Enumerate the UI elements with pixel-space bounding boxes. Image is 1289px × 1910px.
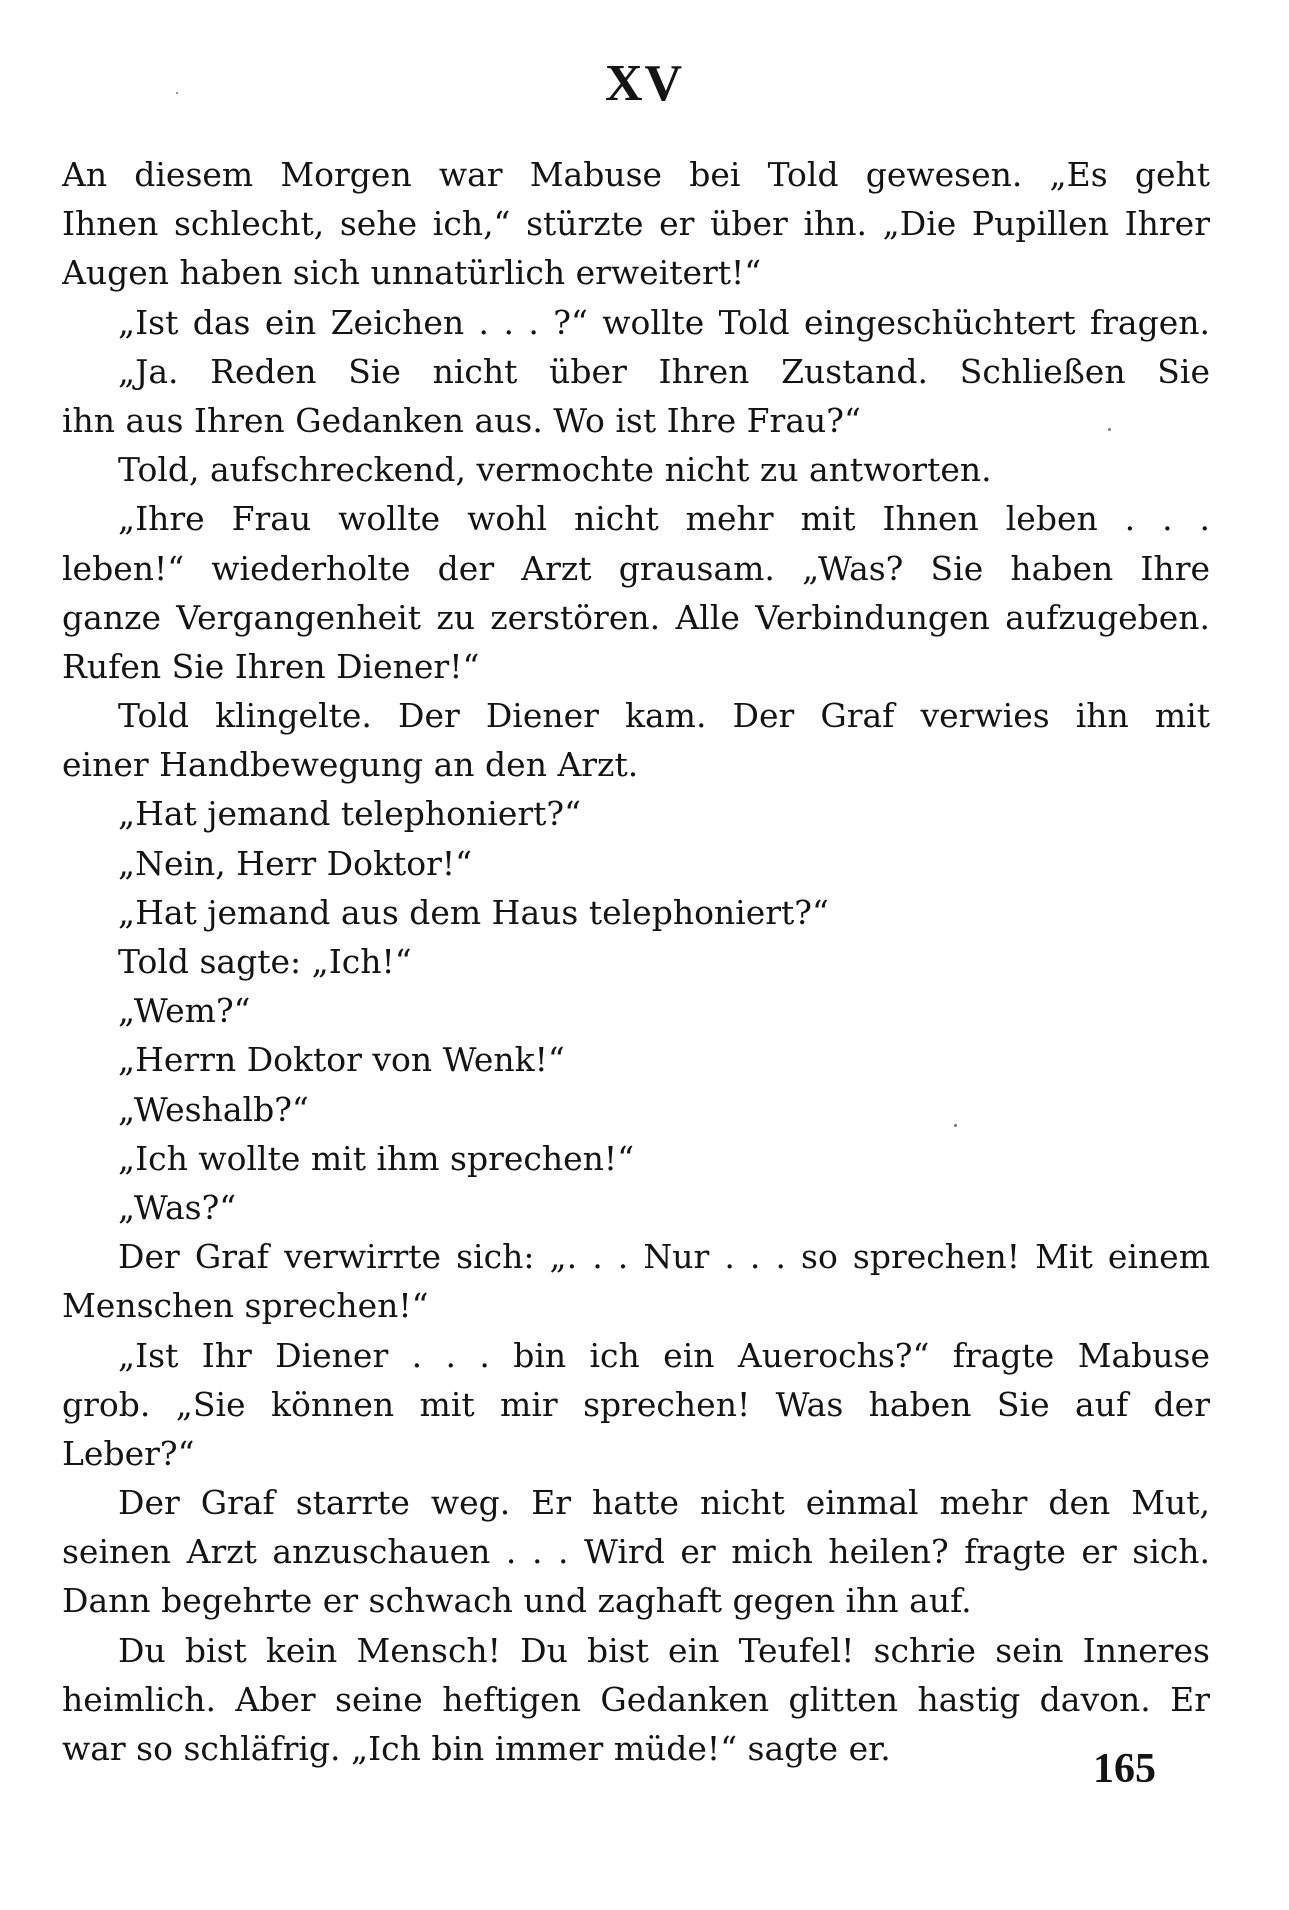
text-line: war so schläfrig. „Ich bin immer müde!“ sagte er. xyxy=(62,1729,891,1768)
paper-speck xyxy=(176,92,178,94)
text-line: Menschen sprechen!“ xyxy=(62,1286,429,1326)
text-line: „Weshalb?“ xyxy=(118,1089,309,1129)
text-line: „Ist Ihr Diener . . . bin ich ein Auerochs?“ fragte Mabuse xyxy=(118,1335,1210,1375)
text-line: Rufen Sie Ihren Diener!“ xyxy=(62,646,480,686)
paper-speck xyxy=(1108,428,1111,431)
text-line: „Was?“ xyxy=(118,1187,237,1227)
text-line: „Ist das ein Zeichen . . . ?“ wollte Told eingeschüchtert fragen. xyxy=(118,302,1210,342)
text-line: ganze Vergangenheit zu zerstören. Alle Verbindungen aufzugeben. xyxy=(62,597,1210,637)
text-line: Told sagte: „Ich!“ xyxy=(118,942,412,981)
text-line: leben!“ wiederholte der Arzt grausam. „Was? Sie haben Ihre xyxy=(62,548,1210,588)
text-line: Augen haben sich unnatürlich erweitert!“ xyxy=(62,253,762,293)
text-line: „Herrn Doktor von Wenk!“ xyxy=(118,1040,565,1080)
text-line: Der Graf starrte weg. Er hatte nicht einmal mehr den Mut, xyxy=(118,1483,1210,1523)
text-line: Leber?“ xyxy=(62,1433,195,1473)
chapter-heading: XV xyxy=(604,55,685,112)
text-line: Told klingelte. Der Diener kam. Der Graf verwies ihn mit xyxy=(118,696,1210,736)
text-line: grob. „Sie können mit mir sprechen! Was haben Sie auf der xyxy=(62,1384,1210,1424)
paper-speck xyxy=(954,1124,957,1127)
text-line: seinen Arzt anzuschauen . . . Wird er mich heilen? fragte er sich. xyxy=(62,1532,1210,1572)
text-line: heimlich. Aber seine heftigen Gedanken glitten hastig davon. Er xyxy=(62,1679,1210,1719)
text-line: Du bist kein Mensch! Du bist ein Teufel! schrie sein Inneres xyxy=(118,1630,1210,1670)
text-line: Dann begehrte er schwach und zaghaft gegen ihn auf. xyxy=(62,1581,972,1621)
text-line: „Hat jemand aus dem Haus telephoniert?“ xyxy=(118,892,829,932)
text-line: „Wem?“ xyxy=(118,991,251,1031)
text-line: Der Graf verwirrte sich: „. . . Nur . . . so sprechen! Mit einem xyxy=(118,1237,1210,1277)
text-line: einer Handbewegung an den Arzt. xyxy=(62,745,639,785)
text-line: An diesem Morgen war Mabuse bei Told gewesen. „Es geht xyxy=(62,155,1210,194)
body-text xyxy=(62,150,1210,1773)
text-line: Told, aufschreckend, vermochte nicht zu antworten. xyxy=(118,450,992,490)
text-line: „Hat jemand telephoniert?“ xyxy=(118,794,581,834)
text-line: „Ja. Reden Sie nicht über Ihren Zustand. Schließen Sie xyxy=(118,351,1210,391)
text-line: „Ich wollte mit ihm sprechen!“ xyxy=(118,1138,635,1178)
page-number: 165 xyxy=(1093,1746,1156,1792)
text-line: „Ihre Frau wollte wohl nicht mehr mit Ihnen leben . . . xyxy=(118,499,1210,539)
text-line: ihn aus Ihren Gedanken aus. Wo ist Ihre Frau?“ xyxy=(62,400,861,440)
text-line: Ihnen schlecht, sehe ich,“ stürzte er über ihn. „Die Pupillen Ihrer xyxy=(62,204,1210,244)
text-line: „Nein, Herr Doktor!“ xyxy=(118,843,472,883)
